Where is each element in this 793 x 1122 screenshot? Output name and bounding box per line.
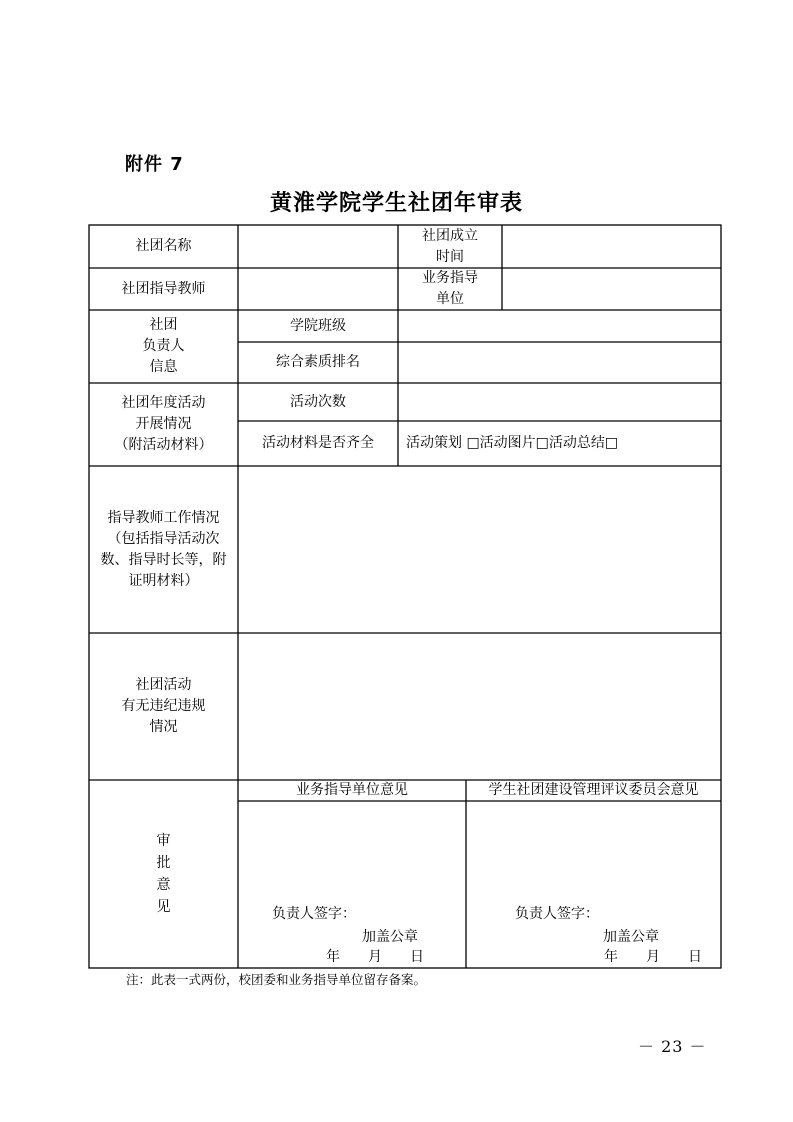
attachment-label: 附件 7	[125, 154, 184, 175]
violation-value[interactable]	[238, 633, 721, 780]
quality-rank-value[interactable]	[398, 342, 721, 383]
advisor-label: 社团指导教师	[121, 280, 206, 297]
supervisor-opinion-header: 业务指导单位意见	[296, 782, 408, 798]
committee-opinion-box[interactable]	[466, 801, 721, 968]
committee-seal-label: 加盖公章	[603, 929, 659, 945]
supervisor-opinion-box[interactable]	[238, 801, 466, 968]
quality-rank-label: 综合素质排名	[276, 354, 360, 370]
materials-options[interactable]: 活动策划 □活动图片□活动总结□	[406, 435, 619, 451]
committee-opinion-header: 学生社团建设管理评议委员会意见	[488, 782, 699, 798]
club-name-value[interactable]	[238, 225, 398, 268]
founded-label: 社团成立 时间	[422, 227, 478, 265]
advisor-value[interactable]	[238, 268, 398, 310]
committee-date-label: 年 月 日	[604, 949, 702, 965]
founded-value[interactable]	[502, 225, 721, 268]
leader-info-label: 社团 负责人 信息	[142, 317, 185, 375]
club-name-label: 社团名称	[135, 238, 192, 254]
supervisor-sign-label: 负责人签字：	[272, 906, 356, 922]
supervisor-date-label: 年 月 日	[326, 949, 424, 965]
page-title: 黄淮学院学生社团年审表	[269, 190, 523, 216]
violation-label: 社团活动 有无违纪违规 情况	[121, 677, 206, 735]
materials-complete-label: 活动材料是否齐全	[262, 435, 374, 451]
committee-sign-label: 负责人签字：	[515, 906, 599, 922]
approval-label: 审 批 意 见	[156, 833, 171, 915]
supervisor-seal-label: 加盖公章	[362, 929, 418, 945]
annual-activity-label: 社团年度活动 开展情况 （附活动材料）	[114, 395, 213, 453]
advisor-work-value[interactable]	[238, 466, 721, 633]
activity-count-label: 活动次数	[290, 393, 346, 410]
footnote: 注：此表一式两份，校团委和业务指导单位留存备案。	[126, 972, 427, 987]
supervisor-unit-value[interactable]	[502, 268, 721, 310]
college-class-value[interactable]	[398, 310, 721, 342]
advisor-work-label: 指导教师工作情况 （包括指导活动次 数、指导时长等，附 证明材料）	[100, 509, 227, 589]
page-number: － 23 －	[638, 1037, 707, 1056]
supervisor-unit-label: 业务指导 单位	[422, 270, 478, 307]
activity-count-value[interactable]	[398, 383, 721, 421]
college-class-label: 学院班级	[290, 317, 346, 334]
